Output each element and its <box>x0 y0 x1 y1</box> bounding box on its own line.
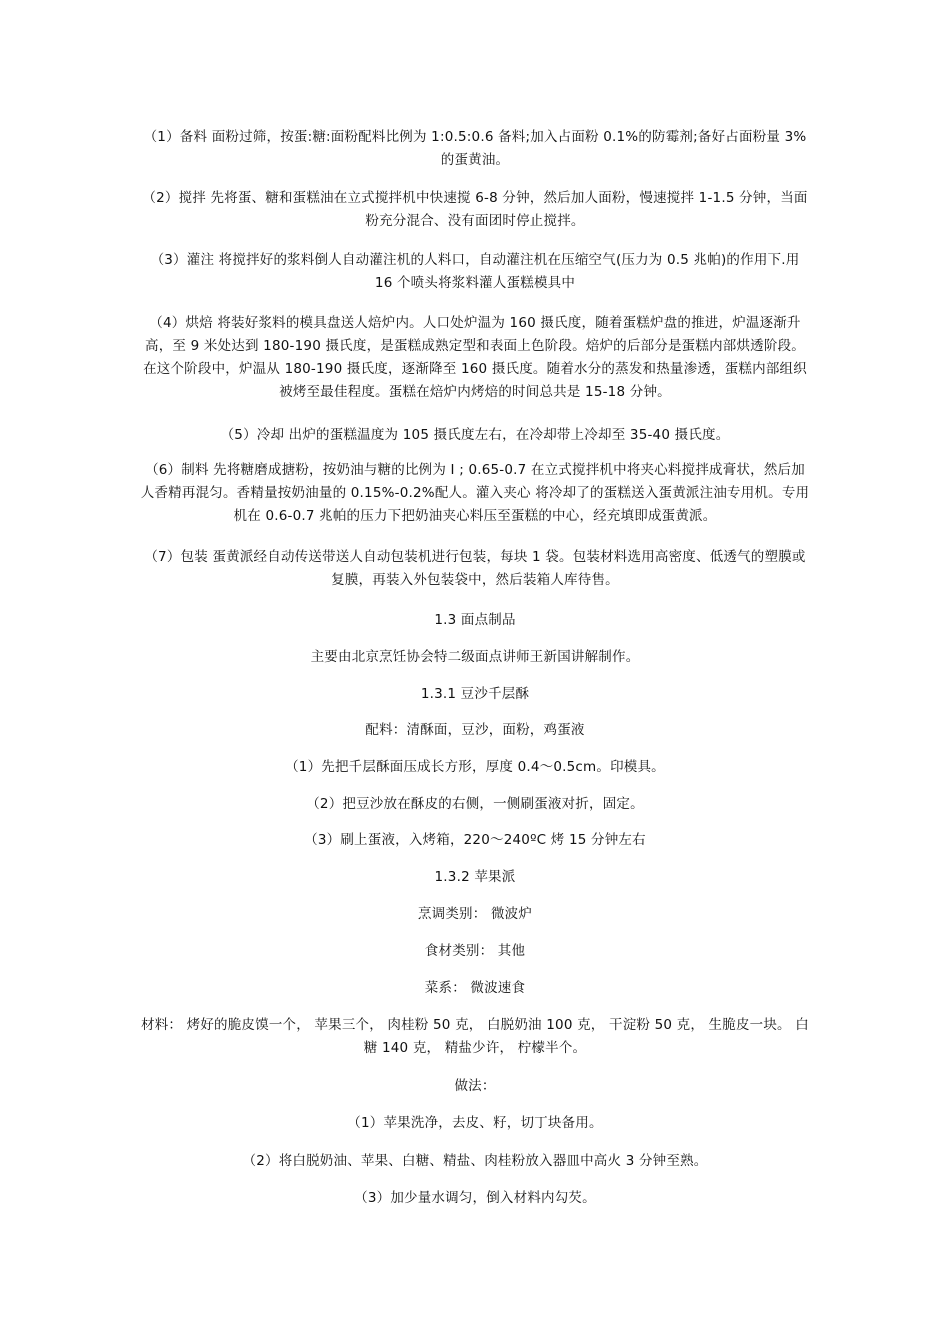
cuisine-type: 菜系： 微波速食 <box>424 980 526 996</box>
ingredients-bean-paste-pastry: 配料：清酥面，豆沙，面粉，鸡蛋液 <box>365 722 585 738</box>
step-packaging: （7）包装 蛋黄派经自动传送带送人自动包装机进行包装，每块 1 袋。包装材料选用高密度、低透气的塑膜或复膜，再装入外包装袋中，然后装箱人库待售。 <box>144 549 806 588</box>
apple-pie-ingredients: 材料： 烤好的脆皮馍一个， 苹果三个， 肉桂粉 50 克， 白脱奶油 100 克， 干淀粉 50 克， 生脆皮一块。 白糖 140 克， 精盐少许， 柠檬半个。 <box>141 1017 809 1056</box>
step-filling-injection: （3）灌注 将搅拌好的浆料倒人自动灌注机的人料口，自动灌注机在压缩空气(压力为 0.5 兆帕)的作用下.用 16 个喷头将浆料灌人蛋糕模具中 <box>150 252 800 291</box>
apple-pie-step-2: （2）将白脱奶油、苹果、白糖、精盐、肉桂粉放入器皿中高火 3 分钟至熟。 <box>242 1153 708 1169</box>
step-filling-preparation: （6）制料 先将糖磨成搪粉，按奶油与糖的比例为 I ; 0.65-0.7 在立式搅拌机中将夹心料搅拌成膏状，然后加人香精再混匀。香精量按奶油量的 0.15%-0.2%配人。灌入夹心 将冷却了的蛋糕送入蛋黄派注油专用机。专用机在 0.6-0.7 兆帕的压力下把奶油夹心料压至蛋糕的中心，经充填即成蛋黄派。 <box>140 462 810 524</box>
ingredient-category: 食材类别： 其他 <box>424 943 526 959</box>
apple-pie-step-1: （1）苹果洗净，去皮、籽，切丁块备用。 <box>347 1115 603 1131</box>
apple-pie-step-3: （3）加少量水调匀，倒入材料内勾芡。 <box>354 1190 596 1206</box>
section-intro: 主要由北京烹饪协会特二级面点讲师王新国讲解制作。 <box>310 649 640 665</box>
subsection-heading-apple-pie: 1.3.2 苹果派 <box>434 869 516 885</box>
step-cooling: （5）冷却 出炉的蛋糕温度为 105 摄氏度左右，在冷却带上冷却至 35-40 摄氏度。 <box>220 427 730 443</box>
pastry-step-3: （3）刷上蛋液，入烤箱，220～240ºC 烤 15 分钟左右 <box>304 832 646 848</box>
pastry-step-1: （1）先把千层酥面压成长方形，厚度 0.4～0.5cm。印模具。 <box>285 759 665 775</box>
subsection-heading-bean-paste-pastry: 1.3.1 豆沙千层酥 <box>420 686 530 702</box>
step-prepare-materials: （1）备料 面粉过筛，按蛋:糖:面粉配料比例为 1:0.5:0.6 备料;加入占面粉 0.1%的防霉剂;备好占面粉量 3%的蛋黄油。 <box>143 129 807 168</box>
step-mixing: （2）搅拌 先将蛋、糖和蛋糕油在立式搅拌机中快速搅 6-8 分钟，然后加人面粉，慢速搅拌 1-1.5 分钟，当面粉充分混合、没有面团时停止搅拌。 <box>142 190 808 229</box>
step-baking: （4）烘焙 将装好浆料的模具盘送人焙炉内。人口处炉温为 160 摄氏度，随着蛋糕炉盘的推进，炉温逐渐升高，至 9 米处达到 180-190 摄氏度，是蛋糕成熟定型和表面上色阶段。焙炉的后部分是蛋糕内部烘透阶段。在这个阶段中，炉温从 180-190 摄氏度，逐渐降至 160 摄氏度。随着水分的蒸发和热量渗透，蛋糕内部组织被烤至最佳程度。蛋糕在焙炉内烤焙的时间总共是 15-18 分钟。 <box>143 315 807 400</box>
section-heading-pastry: 1.3 面点制品 <box>434 612 516 628</box>
method-heading: 做法： <box>454 1078 496 1094</box>
pastry-step-2: （2）把豆沙放在酥皮的右侧，一侧刷蛋液对折，固定。 <box>306 796 644 812</box>
cooking-category: 烹调类别： 微波炉 <box>417 906 533 922</box>
